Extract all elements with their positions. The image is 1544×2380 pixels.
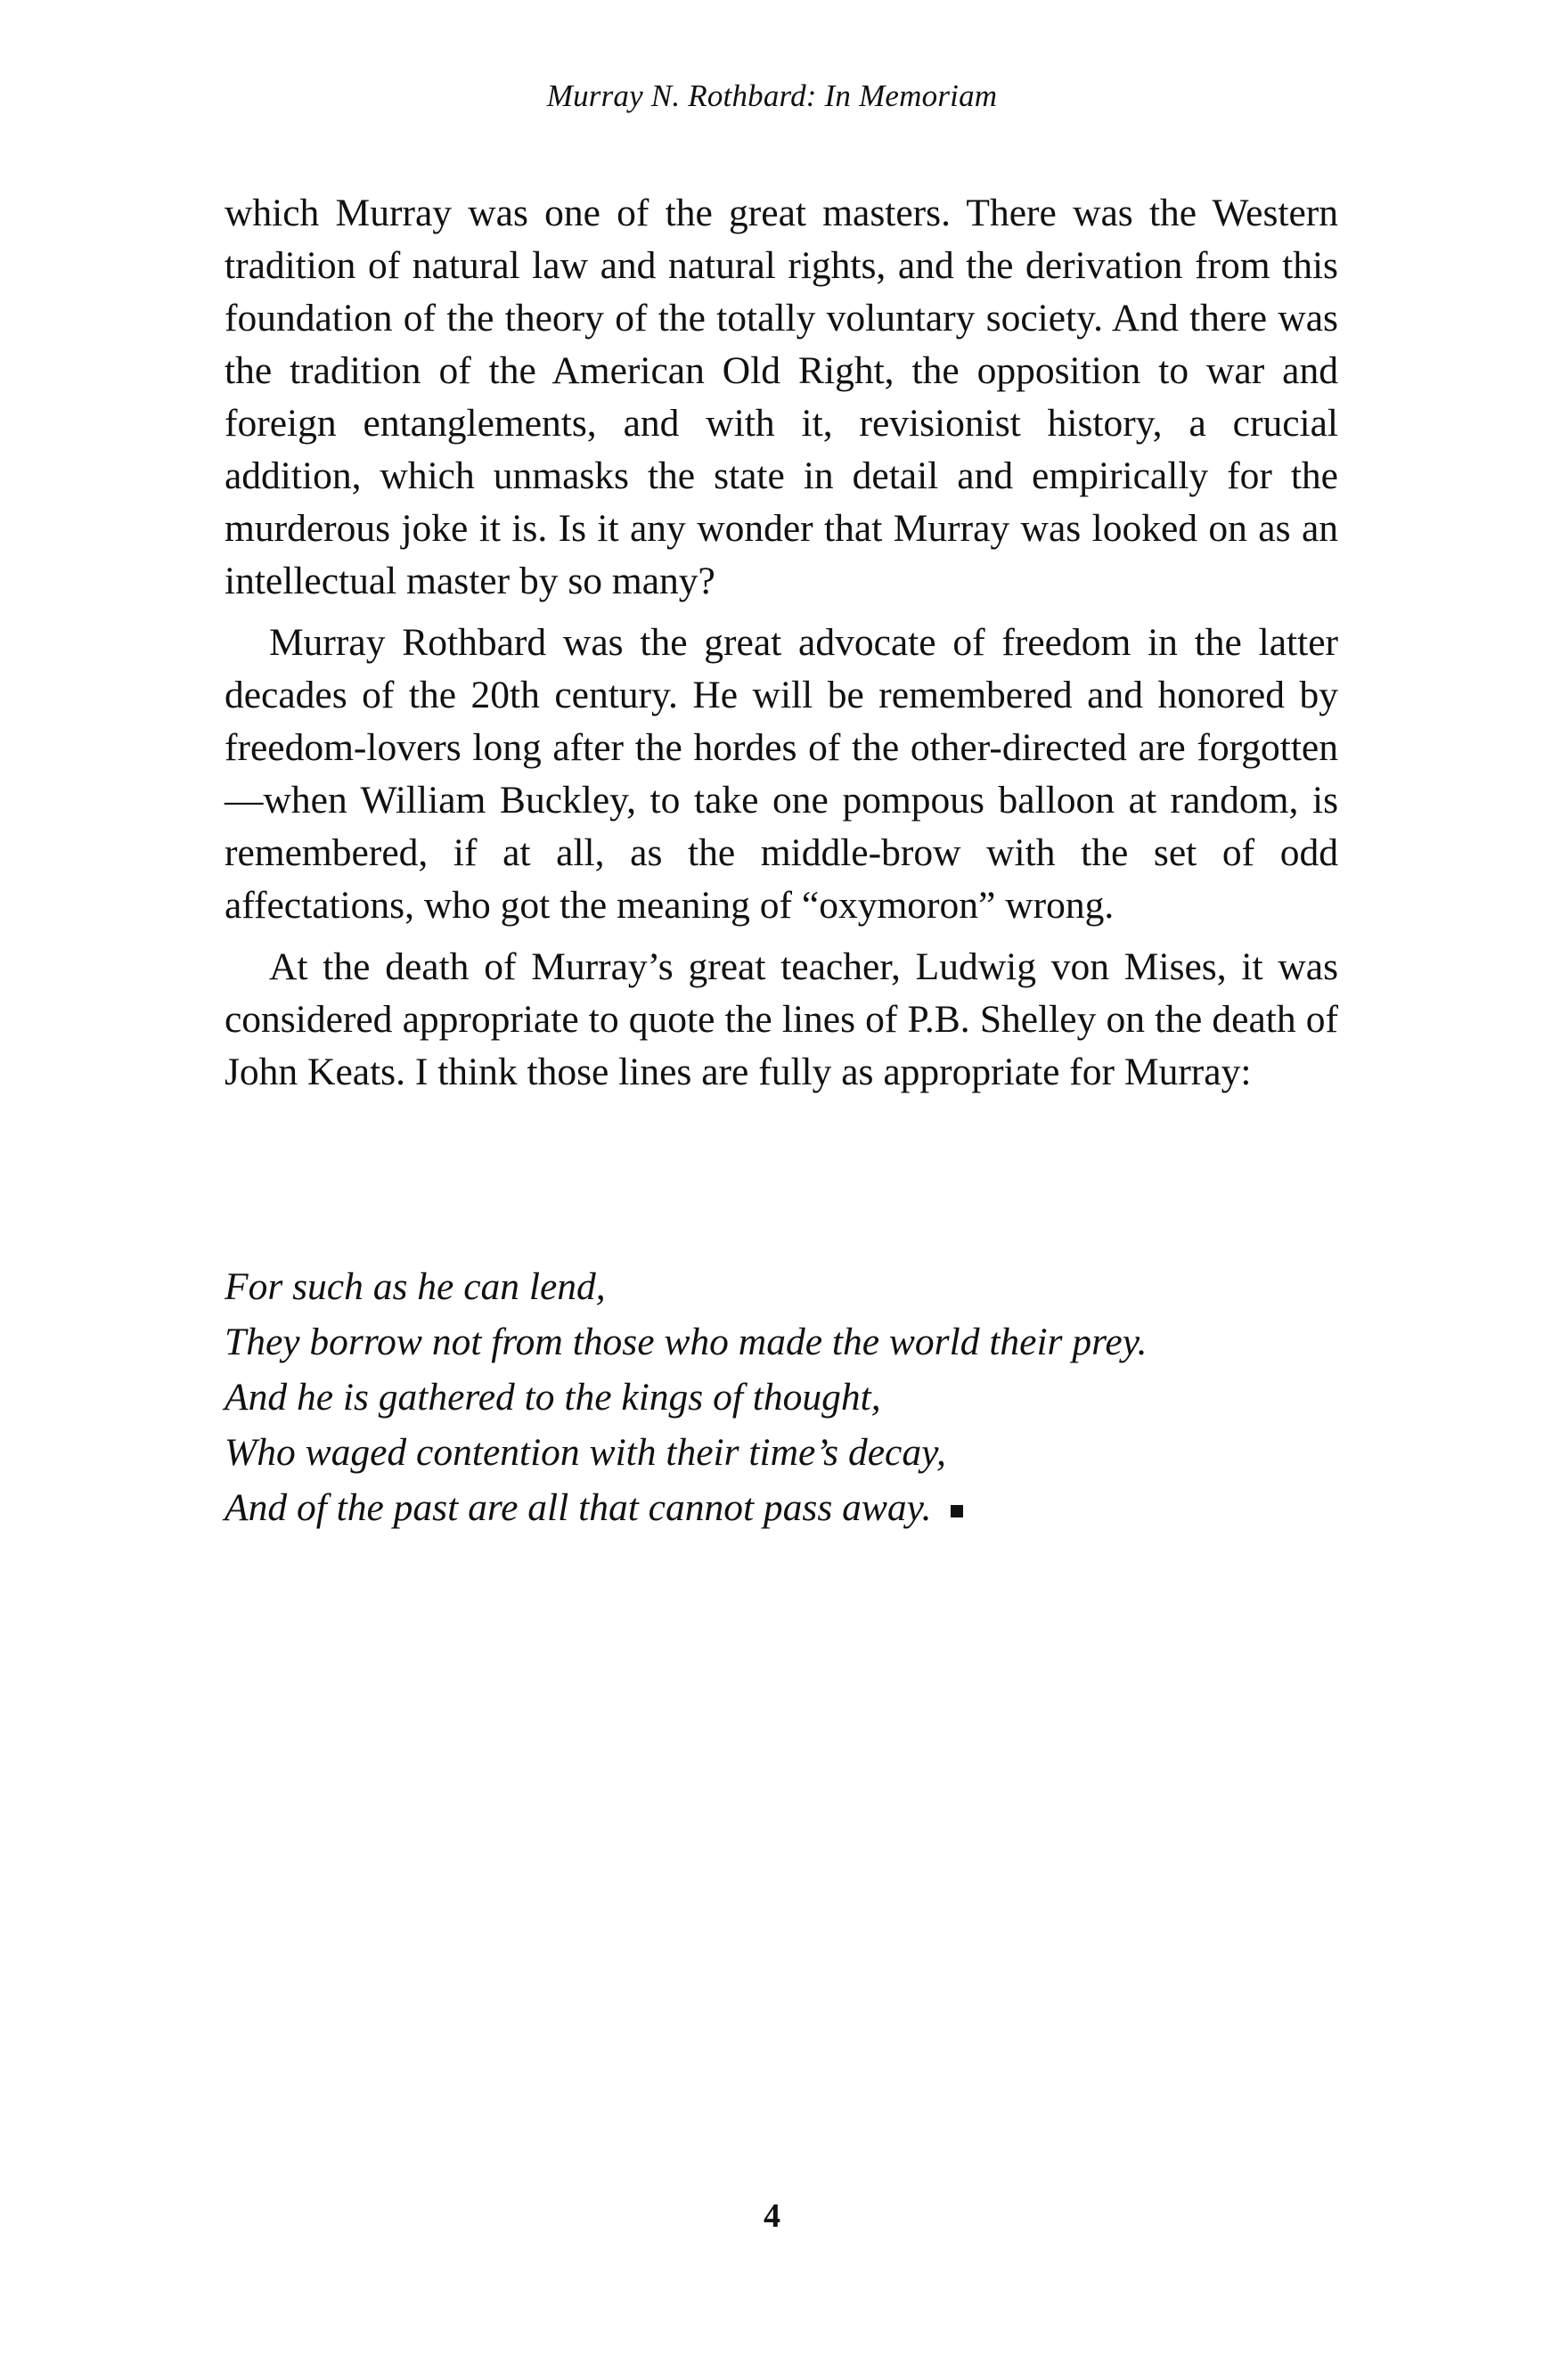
- paragraph-rothbard-advocate: Murray Rothbard was the great advocate of freedom in the latter decades of the 20th century. He will be remembered and honored by freedom-lovers long after the hordes of the other-directed are forgotten—when William Buckley, to take one pompous balloon at random, is remembered, if at all, as the middle-brow with the set of odd affectations, who got the meaning of “oxymoron” wrong.: [225, 621, 1338, 927]
- poem-line: For such as he can lend,: [225, 1265, 606, 1308]
- running-head: Murray N. Rothbard: In Memoriam: [546, 78, 998, 113]
- poem-line-text: And of the past are all that cannot pass away.: [225, 1486, 932, 1529]
- poem-line: Who waged contention with their time’s decay,: [225, 1431, 946, 1474]
- paragraph-continued: which Murray was one of the great masters. There was the Western tradition of natural law and natural rights, and the derivation from this foundation of the theory of the totally voluntary society. And there was the tradition of the American Old Right, the opposition to war and foreign entanglements, and with it, revisionist history, a crucial addition, which unmasks the state in detail and empirically for the murderous joke it is. Is it any wonder that Murray was looked on as an intellectual master by so many?: [225, 192, 1338, 602]
- end-mark-square-icon: [951, 1505, 963, 1517]
- paragraph-mises-death: At the death of Murray’s great teacher, Ludwig von Mises, it was considered appropriate to quote the lines of P.B. Shelley on the death of John Keats. I think those lines are fully as appropriate for Murray:: [225, 945, 1338, 1093]
- poem-line: They borrow not from those who made the world their prey.: [225, 1321, 1148, 1363]
- poem-line: And he is gathered to the kings of thought,: [225, 1376, 881, 1419]
- body-text: [225, 187, 1338, 1108]
- page-number: 4: [764, 2197, 780, 2235]
- shelley-poem: [225, 1259, 1338, 1535]
- poem-line-last: [225, 1480, 1338, 1535]
